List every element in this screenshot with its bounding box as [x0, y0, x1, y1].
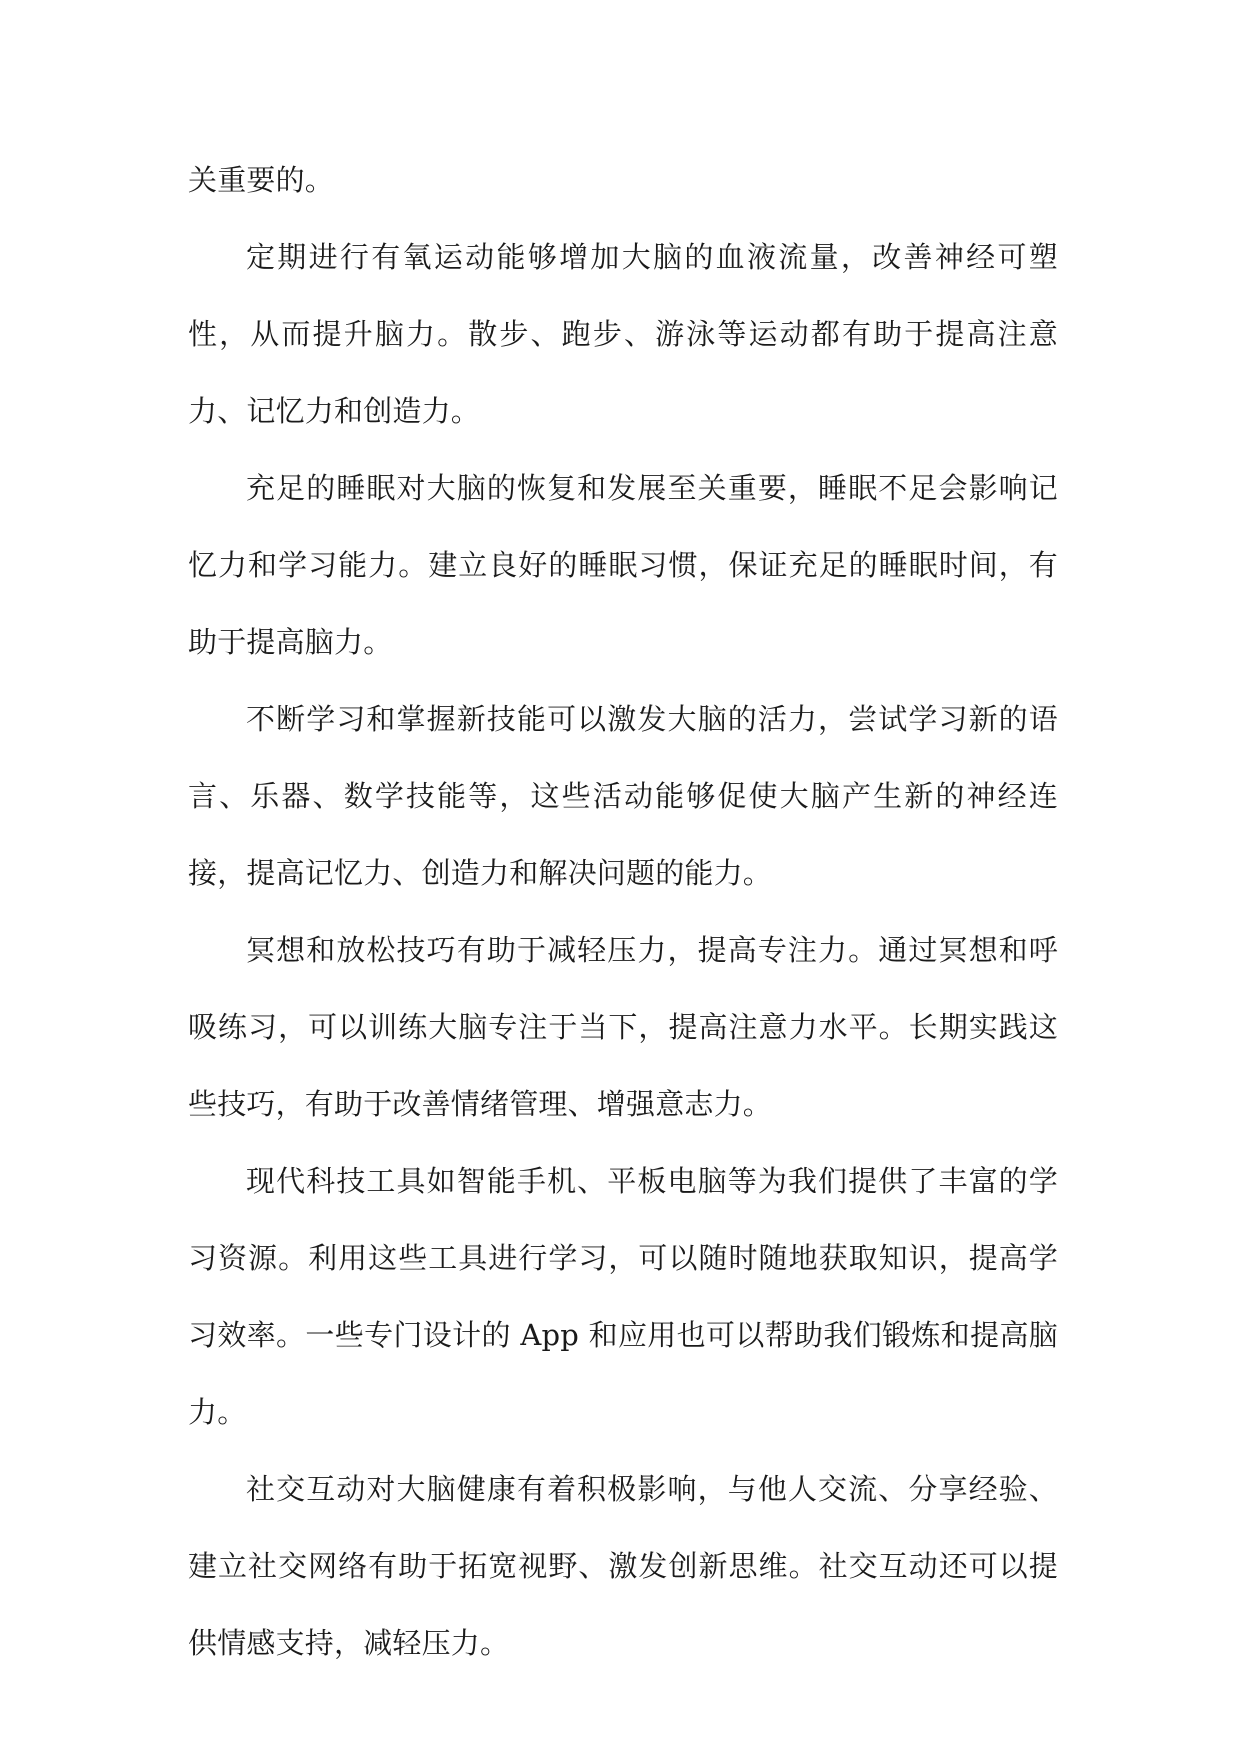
paragraph-technology: 现代科技工具如智能手机、平板电脑等为我们提供了丰富的学习资源。利用这些工具进行学习，可以随时随地获取知识，提高学习效率。一些专门设计的 App 和应用也可以帮助我们锻炼和提高脑力。	[188, 1164, 1058, 1429]
document-body	[188, 142, 1058, 1682]
paragraph-exercise: 定期进行有氧运动能够增加大脑的血液流量，改善神经可塑性，从而提升脑力。散步、跑步、游泳等运动都有助于提高注意力、记忆力和创造力。	[188, 240, 1058, 428]
paragraph-meditation: 冥想和放松技巧有助于减轻压力，提高专注力。通过冥想和呼吸练习，可以训练大脑专注于当下，提高注意力水平。长期实践这些技巧，有助于改善情绪管理、增强意志力。	[188, 933, 1058, 1121]
paragraph-social: 社交互动对大脑健康有着积极影响，与他人交流、分享经验、建立社交网络有助于拓宽视野、激发创新思维。社交互动还可以提供情感支持，减轻压力。	[188, 1472, 1058, 1660]
paragraph-learning: 不断学习和掌握新技能可以激发大脑的活力，尝试学习新的语言、乐器、数学技能等，这些活动能够促使大脑产生新的神经连接，提高记忆力、创造力和解决问题的能力。	[188, 702, 1058, 890]
paragraph-continuation: 关重要的。	[188, 163, 335, 197]
paragraph-sleep: 充足的睡眠对大脑的恢复和发展至关重要，睡眠不足会影响记忆力和学习能力。建立良好的睡眠习惯，保证充足的睡眠时间，有助于提高脑力。	[188, 471, 1058, 659]
